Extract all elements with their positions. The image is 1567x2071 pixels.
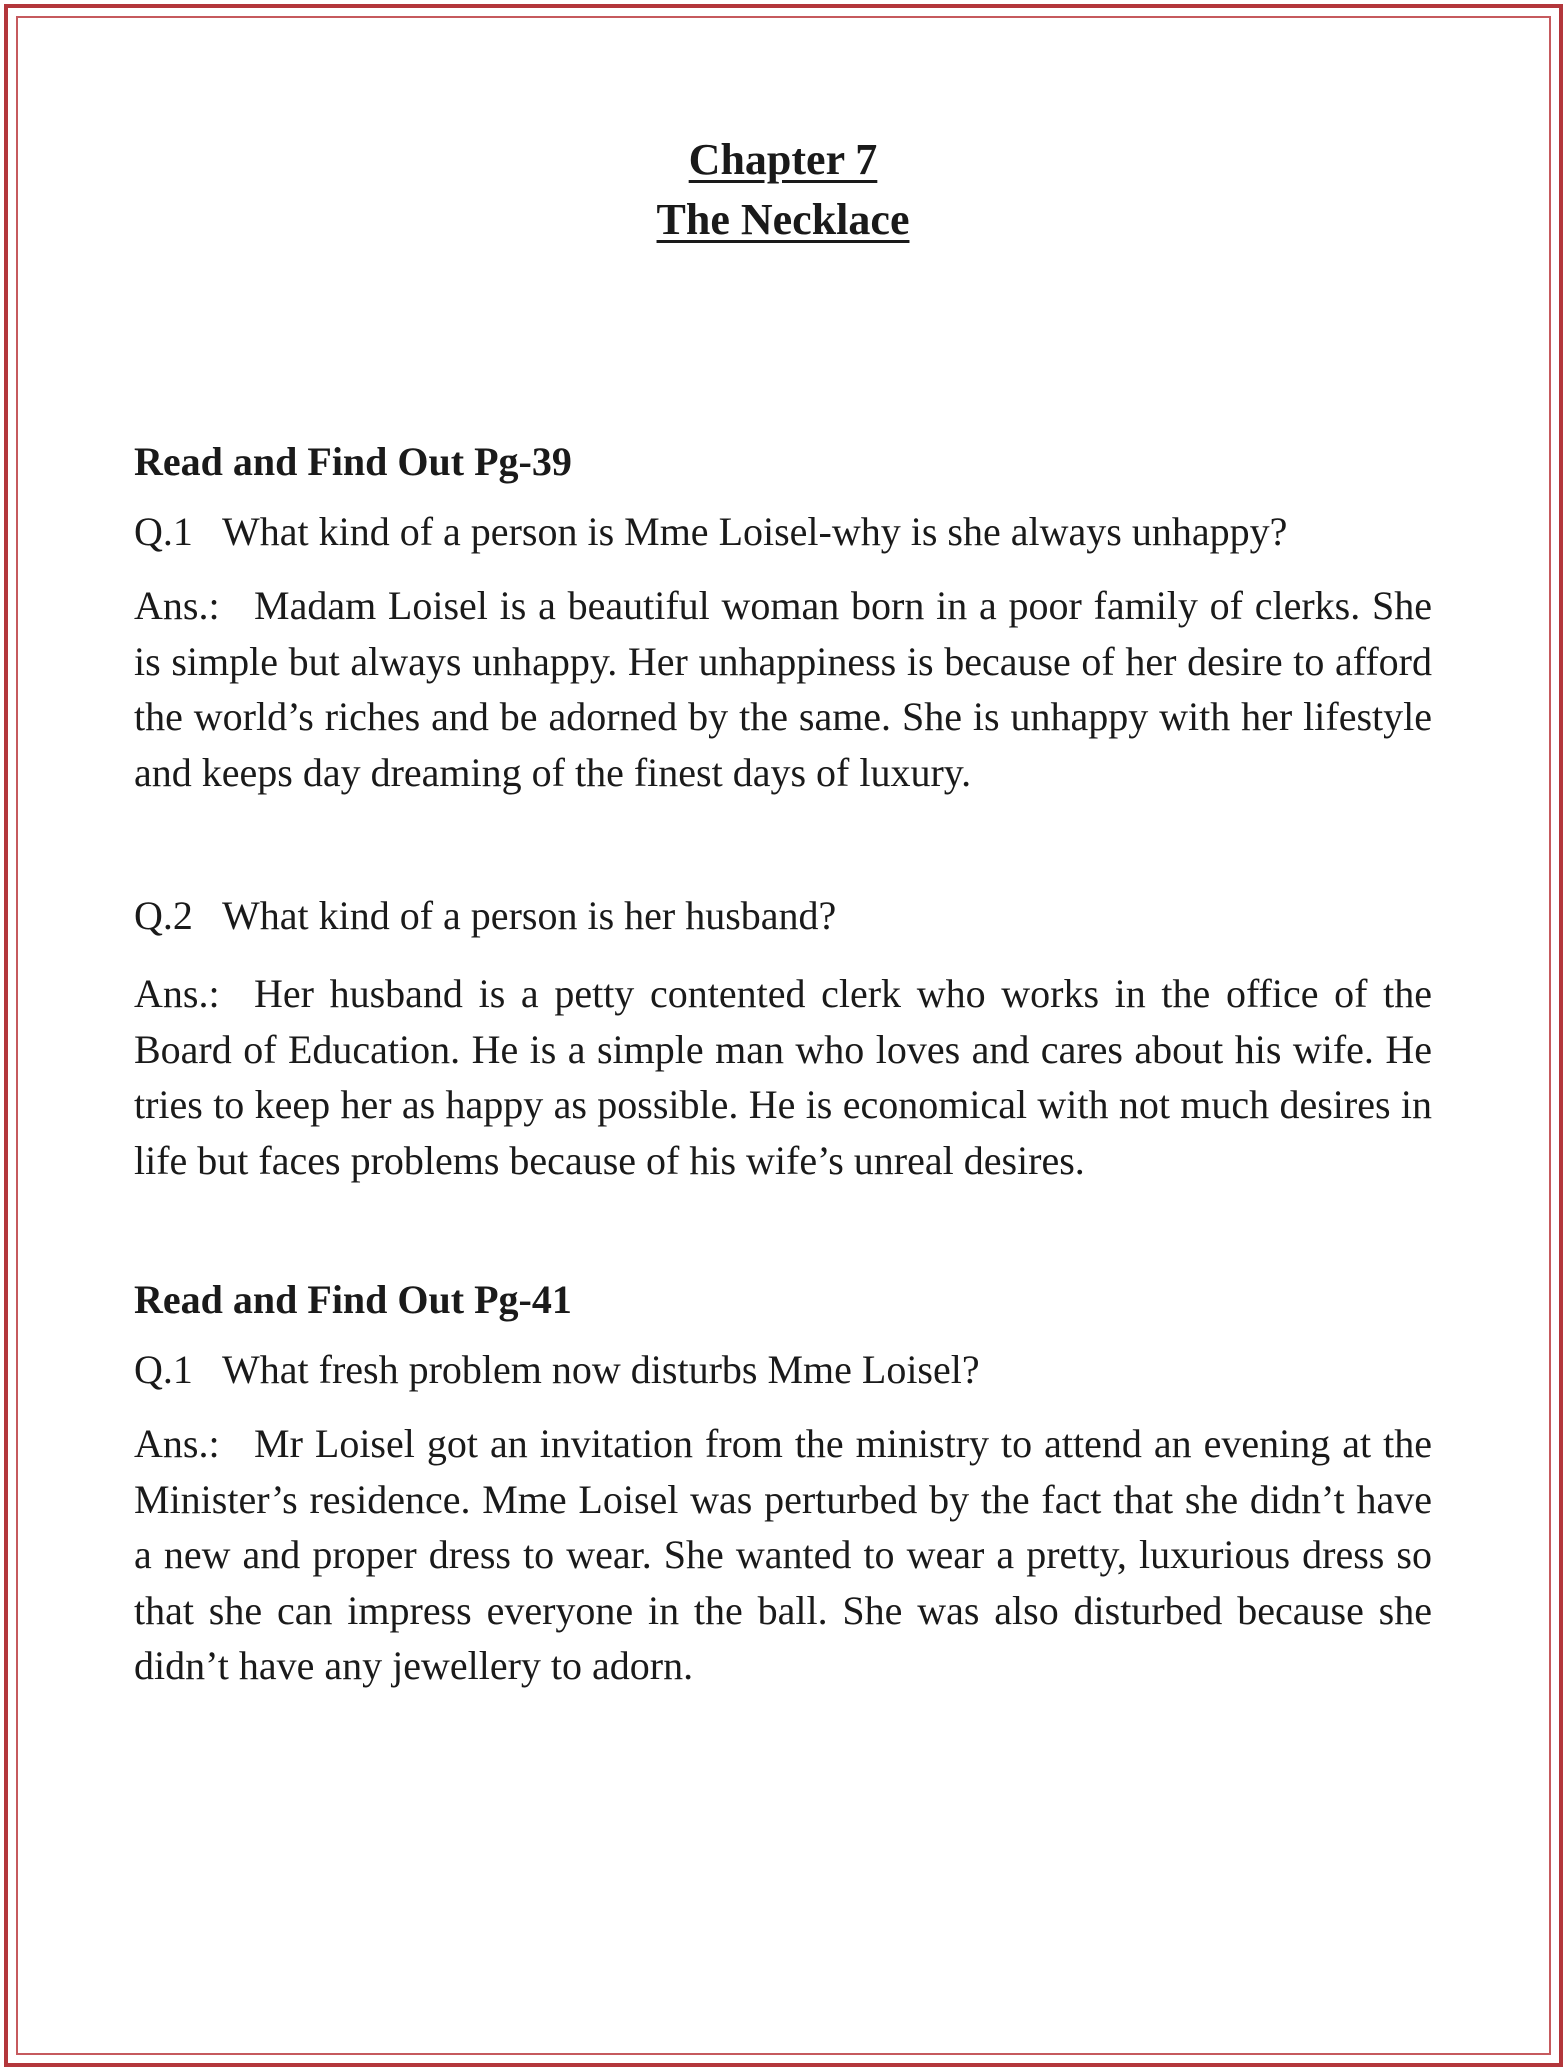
section-pg41 xyxy=(134,1274,1432,1694)
answer-label: Ans.: xyxy=(134,971,220,1016)
answer xyxy=(134,966,1432,1188)
qa-item xyxy=(134,888,1432,1188)
question-text: What fresh problem now disturbs Mme Loisel? xyxy=(222,1347,980,1392)
section-heading: Read and Find Out Pg-39 xyxy=(134,439,572,484)
answer-text: Her husband is a petty contented clerk who works in the office of the Board of Education. He is a simple man who loves and cares about his wife. He tries to keep her as happy as possible. He is economical with not much desires in life but faces problems because of his wife’s unreal desires. xyxy=(134,971,1432,1183)
chapter-title: Chapter 7 xyxy=(688,135,878,184)
qa-item xyxy=(134,504,1432,800)
question-text: What kind of a person is her husband? xyxy=(222,893,837,938)
answer-text: Madam Loisel is a beautiful woman born in a poor family of clerks. She is simple but always unhappy. Her unhappiness is because of her desire to afford the world’s riches and be adorned by the same. She is unhappy with her lifestyle and keeps day dreaming of the finest days of luxury. xyxy=(134,583,1432,795)
question-number: Q.1 xyxy=(134,1347,193,1392)
document-page xyxy=(134,130,1432,1694)
section-heading: Read and Find Out Pg-41 xyxy=(134,1277,572,1322)
title-block xyxy=(134,130,1432,250)
question-text: What kind of a person is Mme Loisel-why is she always unhappy? xyxy=(222,509,1288,554)
answer xyxy=(134,578,1432,800)
question-number: Q.1 xyxy=(134,509,193,554)
story-title: The Necklace xyxy=(656,195,910,244)
question xyxy=(134,504,1432,560)
qa-item xyxy=(134,1342,1432,1694)
answer-label: Ans.: xyxy=(134,1421,220,1466)
section-pg39 xyxy=(134,436,1432,1188)
question-number: Q.2 xyxy=(134,893,193,938)
question xyxy=(134,888,1432,944)
answer-label: Ans.: xyxy=(134,583,220,628)
answer-text: Mr Loisel got an invitation from the ministry to attend an evening at the Minister’s residence. Mme Loisel was perturbed by the fact that she didn’t have a new and proper dress to wear. She wanted to wear a pretty, luxurious dress so that she can impress everyone in the ball. She was also disturbed because she didn’t have any jewellery to adorn. xyxy=(134,1421,1432,1688)
question xyxy=(134,1342,1432,1398)
answer xyxy=(134,1416,1432,1694)
